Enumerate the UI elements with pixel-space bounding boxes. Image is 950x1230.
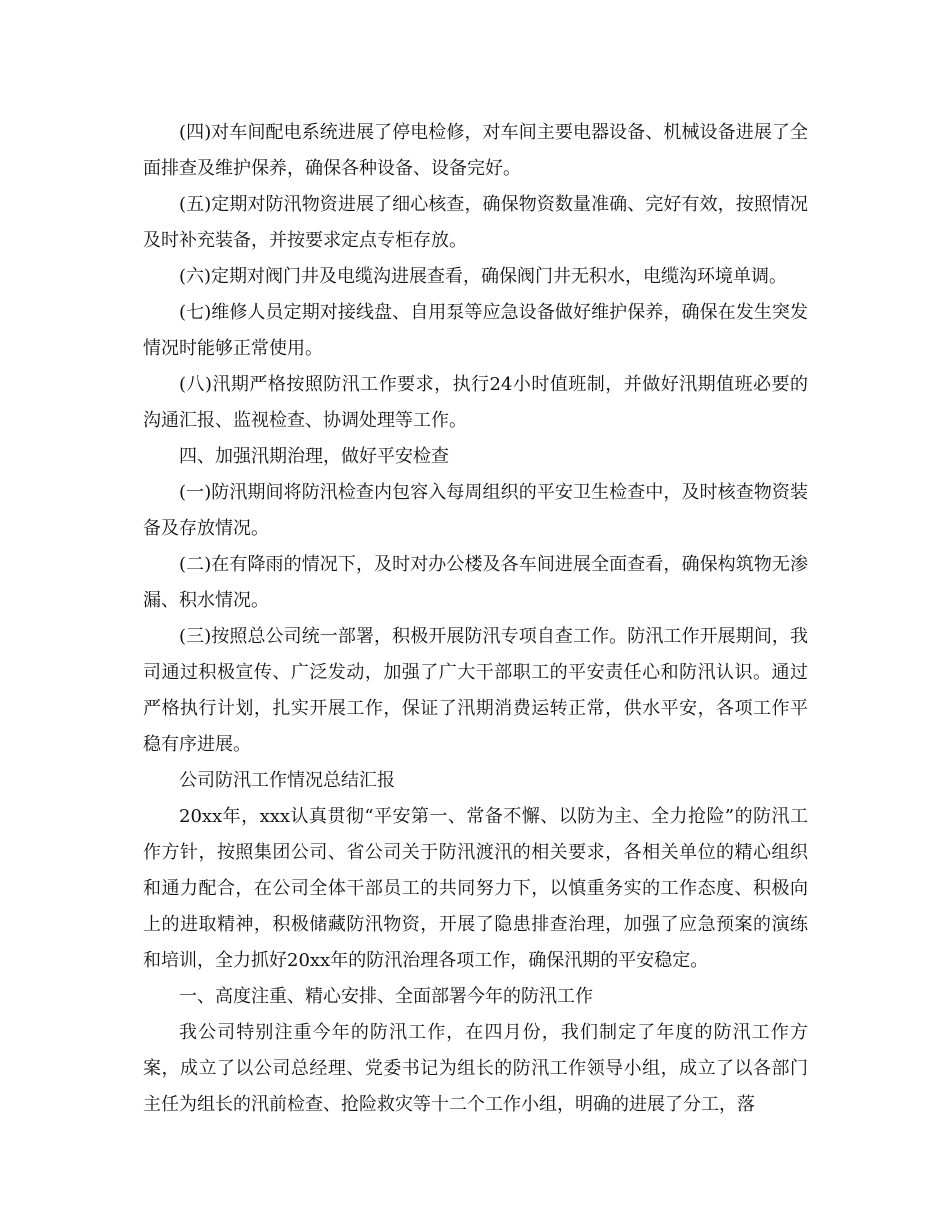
paragraph-item-4-maintenance: (四)对车间配电系统进展了停电检修，对车间主要电器设备、机械设备进展了全面排查及维护保养，确保各种设备、设备完好。 bbox=[143, 122, 808, 179]
paragraph-item-6-valves: (六)定期对阀门井及电缆沟进展查看，确保阀门井无积水，电缆沟环境单调。 bbox=[179, 266, 788, 287]
section-1-paragraph: 我公司特别注重今年的防汛工作，在四月份，我们制定了年度的防汛工作方案，成立了以公司总经理、党委书记为组长的防汛工作领导小组，成立了以各部门主任为组长的汛前检查、抢险救灾等十二个工作小组，明确的进展了分工，落 bbox=[143, 1022, 808, 1115]
paragraph-item-3-self-check: (三)按照总公司统一部署，积极开展防汛专项自查工作。防汛工作开展期间，我司通过积极宣传、广泛发动，加强了广大干部职工的平安责任心和防汛认识。通过严格执行计划，扎实开展工作，保证了汛期消费运转正常，供水平安，各项工作平稳有序进展。 bbox=[143, 626, 808, 755]
paragraph-item-8-duty: (八)汛期严格按照防汛工作要求，执行24小时值班制，并做好汛期值班必要的沟通汇报、监视检查、协调处理等工作。 bbox=[143, 374, 808, 431]
paragraph-item-7-emergency-equipment: (七)维修人员定期对接线盘、自用泵等应急设备做好维护保养，确保在发生突发情况时能够正常使用。 bbox=[143, 302, 808, 359]
report-intro-paragraph: 20xx年，xxx认真贯彻“平安第一、常备不懈、以防为主、全力抢险”的防汛工作方针，按照集团公司、省公司关于防汛渡汛的相关要求，各相关单位的精心组织和通力配合，在公司全体干部员工的共同努力下，以慎重务实的工作态度、积极向上的进取精神，积极储藏防汛物资，开展了隐患排查治理，加强了应急预案的演练和培训，全力抓好20xx年的防汛治理各项工作，确保汛期的平安稳定。 bbox=[143, 806, 808, 971]
paragraph-item-2-rain-check: (二)在有降雨的情况下，及时对办公楼及各车间进展全面查看，确保构筑物无渗漏、积水情况。 bbox=[143, 554, 808, 611]
report-title: 公司防汛工作情况总结汇报 bbox=[179, 770, 395, 791]
document-body bbox=[143, 115, 808, 1123]
section-heading-4: 四、加强汛期治理，做好平安检查 bbox=[179, 446, 449, 467]
paragraph-item-5-supplies: (五)定期对防汛物资进展了细心核查，确保物资数量准确、完好有效，按照情况及时补充装备，并按要求定点专柜存放。 bbox=[143, 194, 808, 251]
paragraph-item-1-inspection: (一)防汛期间将防汛检查内包容入每周组织的平安卫生检查中，及时核查物资装备及存放情况。 bbox=[143, 482, 808, 539]
section-heading-1: 一、高度注重、精心安排、全面部署今年的防汛工作 bbox=[179, 986, 593, 1007]
